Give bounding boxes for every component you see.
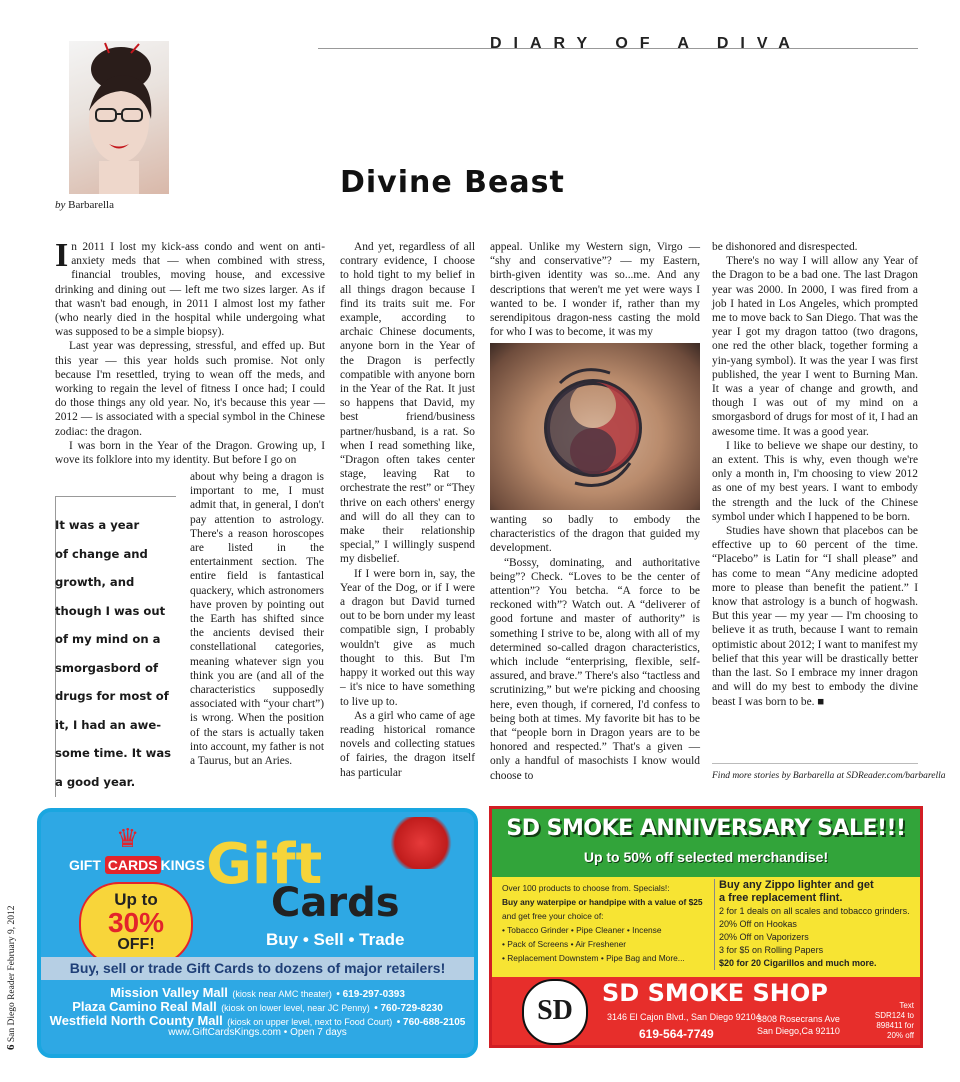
article-column-3 [490,240,700,339]
ad-headline-cards: Cards [271,880,400,926]
offer-line: • Tobacco Grinder • Pipe Cleaner • Incense [502,925,662,935]
byline-prefix: by [55,199,66,211]
pull-quote-line: of change and [55,546,148,561]
address-line: 3808 Rosecrans Ave [757,1014,840,1024]
ad-subhead: Up to 50% off selected merchandise! [583,849,829,865]
article-column-1-continued [190,470,324,768]
discount-off: OFF! [117,936,155,953]
offer-line: 2 for 1 deals on all scales and tobacco grinders. [719,906,910,916]
pull-quote-line: drugs for most of [55,689,169,703]
offer-line: Over 100 products to choose from. Specials!: [502,883,670,893]
location-phone: • 760-729-8230 [374,1003,443,1014]
page-folio [5,870,17,1050]
offer-line: a free replacement flint. [719,892,843,904]
location-note: (kiosk on upper level, next to Food Court) [227,1017,393,1027]
ad-left-offers [502,881,712,965]
location-phone: • 760-688-2105 [396,1017,466,1028]
logo-word: KINGS [160,857,205,873]
discount-percent: 30% [107,907,165,938]
shop-address-2 [757,1013,840,1037]
gift-cards-kings-ad[interactable] [37,808,478,1058]
paragraph: As a girl who came of age reading historical romance novels and collecting statues of fairies, the dragon itself has particular [340,709,475,779]
offer-line: 20% Off on Hookas [719,919,797,929]
article-column-1 [55,237,325,467]
pull-quote-line: a good year. [55,774,136,789]
paragraph: And yet, regardless of all contrary evidence, I choose to hold tight to my belief in all things dragon because I find its traits suit me. For example, according to archaic Chinese documents, anyone born in the Year of the Dragon is perfectly compatible with anyone born in the Year of the Rat. It just so happens that David, my best friend/business partner/husband, is a rat. So when I read something like, “Dragon often takes center stage, leaving Rat to orchestrate the rest” or “They thrive on each others' energy and will do all they can to make their relationship special,” I willingly suspend my disbelief. [340,241,475,566]
pull-quote [55,496,176,797]
pull-quote-line: of my mind on a [55,632,161,646]
ad-right-offers [714,879,919,970]
location-name: Plaza Camino Real Mall [72,999,217,1014]
section-kicker: DIARY OF A DIVA [490,35,802,52]
shop-phone[interactable]: 619-564-7749 [639,1027,714,1041]
pull-quote-line: though I was out [55,603,166,618]
paragraph [55,237,325,339]
paragraph: I like to believe we shape our destiny, to an extent. This is why, even though we're only a month in, I'm choosing to view 2012 as one of my best years. I want to embody the strength and the luck of the Chinese symbol under which I happened to be born. [712,439,918,523]
shop-address-1: 3146 El Cajon Blvd., San Diego 92104 [607,1012,761,1022]
drop-cap: I [55,237,69,274]
discount-badge [79,882,193,966]
paragraph: If I were born in, say, the Year of the Dog, or if I were a dragon but David turned out to be born under my least compatible sign, I probably wouldn't give as much thought to this. But I'm happy it worked out this way – it's nice to have something to live up to. [340,567,475,708]
author-footnote: Find more stories by Barbarella at SDReader.com/barbarella [712,771,946,781]
gift-bow-icon [386,817,456,869]
pull-quote-text [55,511,176,796]
dragon-tattoo-photo [490,343,700,510]
paragraph: be dishonored and disrespected. [712,241,858,253]
offer-line: 20% Off on Vaporizers [719,932,809,942]
folio-text: San Diego Reader February 9, 2012 [7,905,17,1043]
pull-quote-line: it, I had an awe- [55,717,162,732]
ad-tagline: Buy • Sell • Trade [266,930,405,949]
paragraph: appeal. Unlike my Western sign, Virgo — “shy and conservative”? — my Eastern, birth-given identity was so...me. And any descriptions that weren't me yet were ways I wanted to be. I wonder if, rather than my serendipitous dragon-ness casting the mold for who I was to become, it was my [490,241,700,339]
discount-upto: Up to [114,890,158,909]
paragraph: I was born in the Year of the Dragon. Growing up, I wove its folklore into my identity. But before I go on [55,439,325,467]
article-column-3-continued [490,513,700,783]
paragraph: about why being a dragon is important to me, I must admit that, in general, I don't pay attention to astrology. There's a reason horoscopes are listed in the entertainment section. The entire field is fantastical quackery, which astronomers have proven by pointing out the Earth has shifted since the ancients devised their constellational categories, meaning whatever sign you think you are (and all of the characteristics supposedly associated with “your chart”) is wrong. When the position of the stars is actually taken into account, my father is not a Taurus, but an Aries. [190,471,324,768]
text-offer-line: 20% off [887,1031,914,1040]
ad-website[interactable]: www.GiftCardsKings.com • Open 7 days [168,1027,347,1038]
pull-quote-line: smorgasbord of [55,660,159,675]
address-line: San Diego,Ca 92110 [757,1026,840,1036]
text-offer-line: Text [899,1001,914,1010]
paragraph: “Bossy, dominating, and authoritative being”? Check. “Loves to be the center of attention”? You betcha. “A force to be reckoned with”? Watch out. A “deliverer of good fortune and master of authority” is something I strive to be, along with all of my determined so-called dragon characteristics, which include “enterprising, flexible, self-assured, and brave.” There's also “tactless and scrutinizing,” but we're picking and choosing here, even though, if cornered, I'd confess to being both at times. My favorite bit has to be that “people born in Dragon years are to be honored and respected.” That's a given — only a handful of masochists I know would choose to [490,556,700,782]
offer-line: $20 for 20 Cigarillos and much more. [719,958,877,968]
article-title: Divine Beast [340,165,565,200]
article-column-4 [712,240,918,709]
offer-line: Buy any waterpipe or handpipe with a value of $25 [502,897,703,907]
paragraph: Last year was depressing, stressful, and effed up. But this year — this year holds such promise. Not only because I'm resettled, trying to wean off the meds, and working to regain the level of fitness I once had; I could do those things any old year. No, it's because this year — 2012 — is associated with a special symbol in the Chinese zodiac: the dragon. [55,340,325,438]
author-photo [69,41,169,194]
byline-author: Barbarella [68,199,114,211]
footnote-divider [712,763,918,764]
ad-band: Buy, sell or trade Gift Cards to dozens of major retailers! [41,957,474,980]
gift-cards-kings-logo [69,857,205,873]
crown-icon: ♛ [116,824,140,853]
sd-logo: SD [522,979,588,1045]
pull-quote-line: It was a year [55,518,140,532]
offer-line: and get free your choice of: [502,911,604,921]
sd-smoke-shop-ad[interactable] [489,806,923,1048]
location-name: Westfield North County Mall [49,1013,223,1028]
text-offer [864,1001,914,1041]
article-column-2 [340,240,475,780]
location-name: Mission Valley Mall [110,985,228,1000]
location-note: (kiosk on lower level, near JC Penny) [221,1003,370,1013]
logo-word: CARDS [105,856,161,874]
pull-quote-line: some time. It was [55,746,172,760]
paragraph: There's no way I will allow any Year of the Dragon to be a bad one. The last Dragon year was 2000. In 2000, I was fired from a job I hated in Los Angeles, which prompted me to move back to San Diego. That was the year I got my dragon tattoo (two dragons, one red the other black, together forming a yin-yang symbol). It was the year I was first published, the year I went to Burning Man. It was a year of change and growth, and though I was out of my mind on a smorgasbord of drugs for most of it, I had an awesome time. It was a good year. [712,255,918,438]
offer-line: Buy any Zippo lighter and get [719,879,874,891]
byline [55,199,114,211]
logo-word: GIFT [69,857,101,873]
text-offer-line: 898411 for [876,1021,914,1030]
text-offer-line: SDR124 to [874,1011,914,1020]
location-note: (kiosk near AMC theater) [232,989,332,999]
offer-line: • Pack of Screens • Air Freshener [502,939,627,949]
paragraph-text: n 2011 I lost my kick-ass condo and went on anti-anxiety meds that — when combined with stress, financial troubles, moving house, and excessive drinking and dining out — left me two sizes larger. As if that wasn't bad enough, in 2011 I almost lost my father (who nearly died in the hospital while undergoing what was supposed to be a simple biopsy). [55,241,325,339]
page-number: 6 [5,1044,17,1050]
paragraph: Studies have shown that placebos can be effective up to 60 percent of the time. “Placebo” is Latin for “I shall please” and has come to mean “Any medicine adopted more to please than benefit the patient.” I know that astrology is a bunch of hogwash. But this year — my year — I'm choosing to believe it as truth, because I want to remain optimistic about 2012; I want to manifest my belief that this year will be drastically better than the last. So I embrace my inner dragon and will do my best to embody the divine beast I was born to be. ■ [712,525,918,708]
paragraph: wanting so badly to embody the characteristics of the dragon that guided my development. [490,514,700,555]
pull-quote-line: growth, and [55,575,135,589]
shop-name: SD SMOKE SHOP [602,979,828,1007]
ad-headline: SD SMOKE ANNIVERSARY SALE!!! [506,816,906,841]
offer-line: 3 for $5 on Rolling Papers [719,945,824,955]
location-phone: • 619-297-0393 [336,989,405,1000]
offer-line: • Replacement Downstem • Pipe Bag and More... [502,953,685,963]
ad-headline-gift: Gift [206,832,323,897]
